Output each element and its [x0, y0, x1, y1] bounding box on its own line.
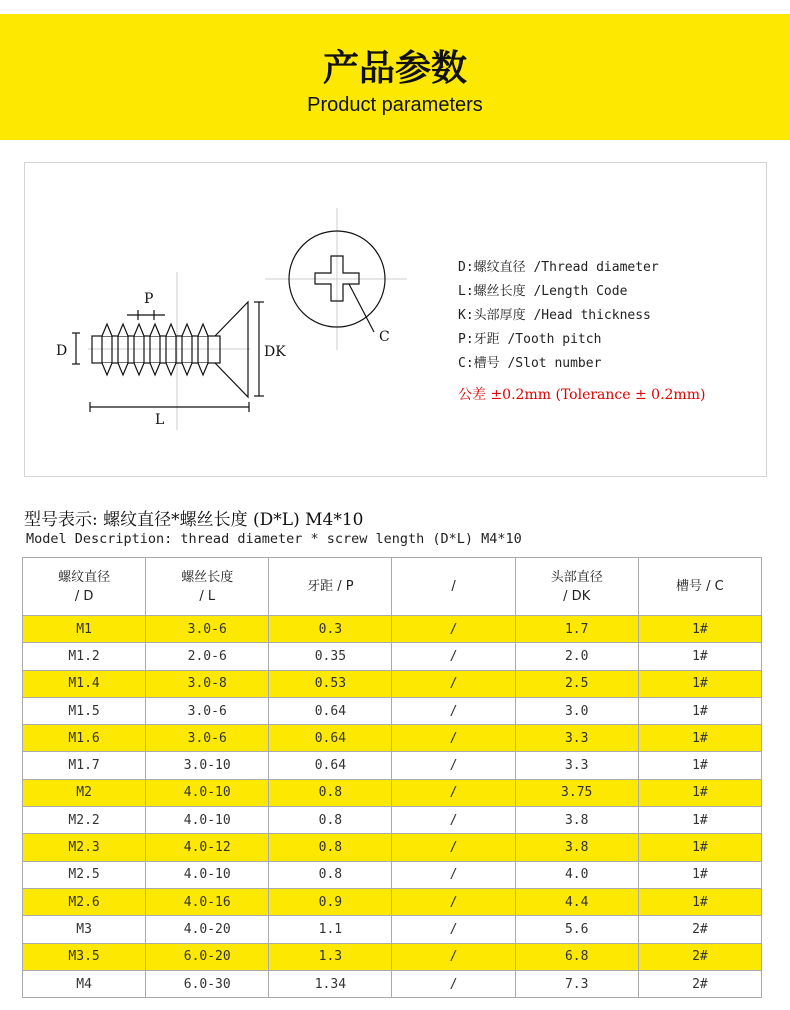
table-cell: 3.0-10: [146, 752, 269, 779]
column-header: [638, 558, 761, 616]
table-row: [23, 916, 762, 943]
table-cell: 1#: [638, 752, 761, 779]
legend-item: K:头部厚度 /Head thickness: [458, 308, 651, 323]
table-cell: 0.8: [269, 807, 392, 834]
table-cell: 1#: [638, 861, 761, 888]
table-cell: 1#: [638, 779, 761, 806]
table-cell: 4.0-20: [146, 916, 269, 943]
screw-diagram: [0, 0, 790, 500]
table-cell: /: [392, 970, 515, 997]
legend-item: C:槽号 /Slot number: [458, 356, 602, 371]
table-cell: 1.3: [269, 943, 392, 970]
table-cell: 3.3: [515, 752, 638, 779]
table-cell: 3.8: [515, 834, 638, 861]
table-cell: 0.8: [269, 834, 392, 861]
label-p: P: [144, 291, 154, 307]
column-header-text: 头部直径: [550, 569, 603, 585]
table-cell: 3.0-6: [146, 725, 269, 752]
table-cell: M3: [23, 916, 146, 943]
column-header-text: 牙距 / P: [307, 579, 354, 594]
tolerance-note: 公差 ±0.2mm (Tolerance ± 0.2mm): [458, 387, 706, 403]
table-cell: 2#: [638, 943, 761, 970]
table-row: [23, 807, 762, 834]
table-cell: 3.75: [515, 779, 638, 806]
model-description-en: Model Description: thread diameter * screw length (D*L) M4*10: [26, 531, 522, 547]
table-cell: 1#: [638, 888, 761, 915]
table-cell: /: [392, 670, 515, 697]
table-cell: 1#: [638, 643, 761, 670]
label-d: D: [56, 343, 68, 359]
model-description-zh: 型号表示: 螺纹直径*螺丝长度 (D*L) M4*10: [24, 510, 364, 530]
legend-item: D:螺纹直径 /Thread diameter: [458, 260, 659, 275]
table-row: [23, 725, 762, 752]
table-cell: 0.3: [269, 616, 392, 643]
table-cell: /: [392, 725, 515, 752]
column-header: [269, 558, 392, 616]
table-cell: M1.6: [23, 725, 146, 752]
table-cell: 6.0-20: [146, 943, 269, 970]
table-row: [23, 616, 762, 643]
table-cell: 6.0-30: [146, 970, 269, 997]
column-header-text: / DK: [563, 588, 591, 604]
table-cell: 2.0-6: [146, 643, 269, 670]
table-cell: 2.0: [515, 643, 638, 670]
table-cell: /: [392, 779, 515, 806]
table-cell: /: [392, 752, 515, 779]
table-row: [23, 752, 762, 779]
table-cell: 2#: [638, 970, 761, 997]
legend: [458, 256, 659, 376]
label-dk: DK: [264, 344, 286, 360]
table-row: [23, 670, 762, 697]
screw-side-view: [72, 231, 385, 412]
spec-table: [22, 557, 762, 998]
table-cell: 1#: [638, 807, 761, 834]
table-cell: 3.8: [515, 807, 638, 834]
table-row: [23, 697, 762, 724]
column-header-text: 螺丝长度: [181, 569, 234, 585]
table-cell: 4.0-12: [146, 834, 269, 861]
table-cell: 0.64: [269, 697, 392, 724]
table-cell: 1#: [638, 616, 761, 643]
table-cell: 1#: [638, 834, 761, 861]
table-cell: M1: [23, 616, 146, 643]
table-cell: 3.0-8: [146, 670, 269, 697]
column-header-text: /: [451, 579, 456, 594]
label-l: L: [155, 412, 165, 428]
table-cell: 3.0: [515, 697, 638, 724]
column-header: [515, 558, 638, 616]
table-cell: 0.64: [269, 752, 392, 779]
legend-item: P:牙距 /Tooth pitch: [458, 332, 602, 347]
table-cell: M2.2: [23, 807, 146, 834]
table-cell: 4.0: [515, 861, 638, 888]
table-cell: 3.0-6: [146, 697, 269, 724]
table-cell: M3.5: [23, 943, 146, 970]
table-cell: 3.3: [515, 725, 638, 752]
table-cell: 1.7: [515, 616, 638, 643]
table-cell: /: [392, 643, 515, 670]
legend-item: L:螺丝长度 /Length Code: [458, 284, 628, 299]
column-header-text: 螺纹直径: [58, 569, 111, 585]
column-header-text: / L: [199, 588, 216, 604]
table-cell: /: [392, 807, 515, 834]
table-cell: /: [392, 916, 515, 943]
table-cell: 1#: [638, 725, 761, 752]
table-cell: 4.0-10: [146, 861, 269, 888]
table-cell: M4: [23, 970, 146, 997]
table-row: [23, 643, 762, 670]
page-title: 产品参数: [322, 48, 467, 89]
table-cell: M2: [23, 779, 146, 806]
table-cell: 0.8: [269, 861, 392, 888]
table-cell: /: [392, 697, 515, 724]
page-subtitle: Product parameters: [307, 94, 483, 116]
table-cell: 1#: [638, 670, 761, 697]
table-cell: 3.0-6: [146, 616, 269, 643]
column-header: [23, 558, 146, 616]
table-row: [23, 834, 762, 861]
table-cell: 2#: [638, 916, 761, 943]
table-cell: M2.3: [23, 834, 146, 861]
table-cell: 0.64: [269, 725, 392, 752]
table-cell: M1.5: [23, 697, 146, 724]
table-cell: /: [392, 888, 515, 915]
table-cell: /: [392, 834, 515, 861]
table-cell: /: [392, 861, 515, 888]
table-row: [23, 943, 762, 970]
table-cell: 4.0-10: [146, 779, 269, 806]
table-cell: /: [392, 943, 515, 970]
table-row: [23, 888, 762, 915]
table-cell: 1#: [638, 697, 761, 724]
table-cell: 7.3: [515, 970, 638, 997]
table-cell: 1.34: [269, 970, 392, 997]
table-cell: /: [392, 616, 515, 643]
column-header-text: 槽号 / C: [676, 579, 724, 594]
column-header-text: / D: [74, 588, 94, 604]
table-cell: 4.0-16: [146, 888, 269, 915]
column-header: [146, 558, 269, 616]
table-cell: 2.5: [515, 670, 638, 697]
table-cell: 5.6: [515, 916, 638, 943]
table-cell: 0.8: [269, 779, 392, 806]
table-cell: 0.9: [269, 888, 392, 915]
column-header: [392, 558, 515, 616]
table-cell: M2.5: [23, 861, 146, 888]
table-cell: M1.7: [23, 752, 146, 779]
table-cell: 4.4: [515, 888, 638, 915]
table-cell: 6.8: [515, 943, 638, 970]
table-cell: M2.6: [23, 888, 146, 915]
table-cell: 1.1: [269, 916, 392, 943]
table-cell: 0.35: [269, 643, 392, 670]
table-cell: 0.53: [269, 670, 392, 697]
table-cell: 4.0-10: [146, 807, 269, 834]
label-c: C: [379, 329, 390, 345]
table-cell: M1.2: [23, 643, 146, 670]
table-header-row: [23, 558, 762, 616]
table-row: [23, 861, 762, 888]
table-row: [23, 970, 762, 997]
table-cell: M1.4: [23, 670, 146, 697]
table-row: [23, 779, 762, 806]
